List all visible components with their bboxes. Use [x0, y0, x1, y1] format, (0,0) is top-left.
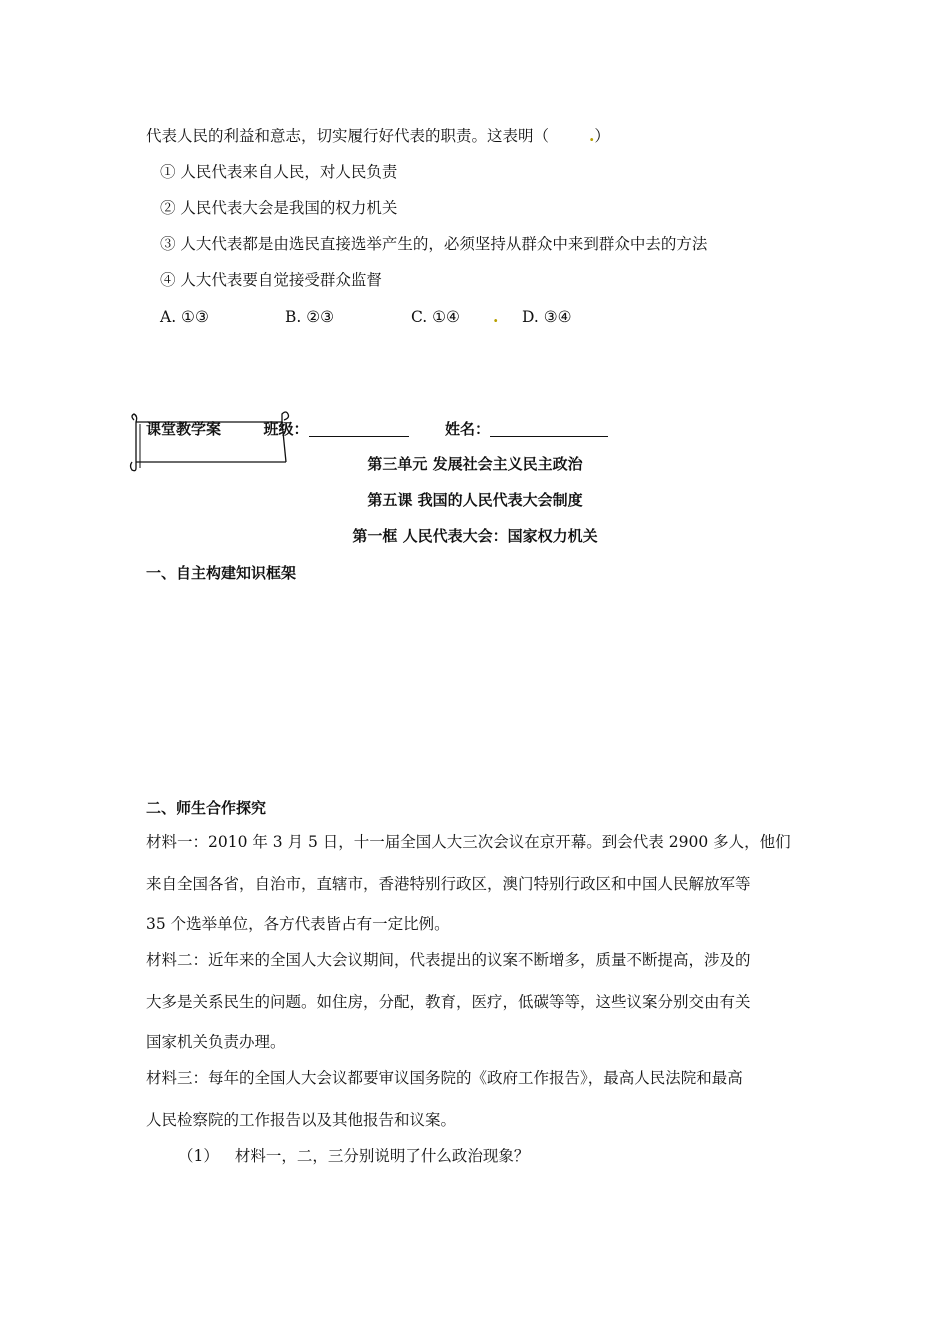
choice-d: D. ③④: [522, 308, 572, 326]
name-field[interactable]: [490, 422, 608, 437]
material-line: 人民检察院的工作报告以及其他报告和议案。: [146, 1111, 457, 1129]
question-stem-line: 代表人民的利益和意志，切实履行好代表的职责。这表明（ .）: [146, 126, 610, 145]
question-number: （1）: [178, 1147, 219, 1165]
name-label: 姓名：: [444, 420, 490, 438]
section-heading-2: 二、师生合作探究: [146, 799, 267, 817]
material-line: 35 个选举单位，各方代表皆占有一定比例。: [146, 915, 450, 933]
lesson-title: 第五课 我国的人民代表大会制度: [367, 491, 583, 509]
choice-b: B. ②③: [285, 308, 335, 326]
option-2: ② 人民代表大会是我国的权力机关: [160, 199, 398, 217]
question-1: [178, 1146, 529, 1166]
mark-dot: .: [589, 126, 595, 145]
material-line: 来自全国各省，自治市，直辖市，香港特别行政区，澳门特别行政区和中国人民解放军等: [146, 875, 751, 893]
frame-title: 第一框 人民代表大会：国家权力机关: [352, 527, 598, 545]
material-line: 材料三：每年的全国人大会议都要审议国务院的《政府工作报告》，最高人民法院和最高: [146, 1069, 743, 1087]
worksheet-header: [146, 418, 608, 439]
material-line: 国家机关负责办理。: [146, 1033, 286, 1051]
question-text: 材料一，二，三分别说明了什么政治现象？: [234, 1147, 530, 1165]
banner-title: 课堂教学案: [146, 420, 222, 438]
material-line: 大多是关系民生的问题。如住房，分配，教育，医疗，低碳等等，这些议案分别交由有关: [146, 993, 751, 1011]
class-field[interactable]: [309, 422, 409, 437]
option-4: ④ 人大代表要自觉接受群众监督: [160, 271, 382, 289]
material-line: 材料二：近年来的全国人大会议期间，代表提出的议案不断增多，质量不断提高，涉及的: [146, 951, 751, 969]
option-1: ① 人民代表来自人民，对人民负责: [160, 163, 398, 181]
unit-title: 第三单元 发展社会主义民主政治: [367, 455, 583, 473]
choice-a: A. ①③: [160, 308, 209, 326]
class-label: 班级：: [263, 420, 309, 438]
section-heading-1: 一、自主构建知识框架: [146, 564, 297, 582]
material-line: 材料一：2010 年 3 月 5 日，十一届全国人大三次会议在京开幕。到会代表 2900 多人，他们: [146, 833, 791, 851]
choice-c: C. ①④: [411, 308, 460, 326]
mark-dot: .: [493, 307, 499, 326]
option-3: ③ 人大代表都是由选民直接选举产生的，必须坚持从群众中来到群众中去的方法: [160, 235, 708, 253]
